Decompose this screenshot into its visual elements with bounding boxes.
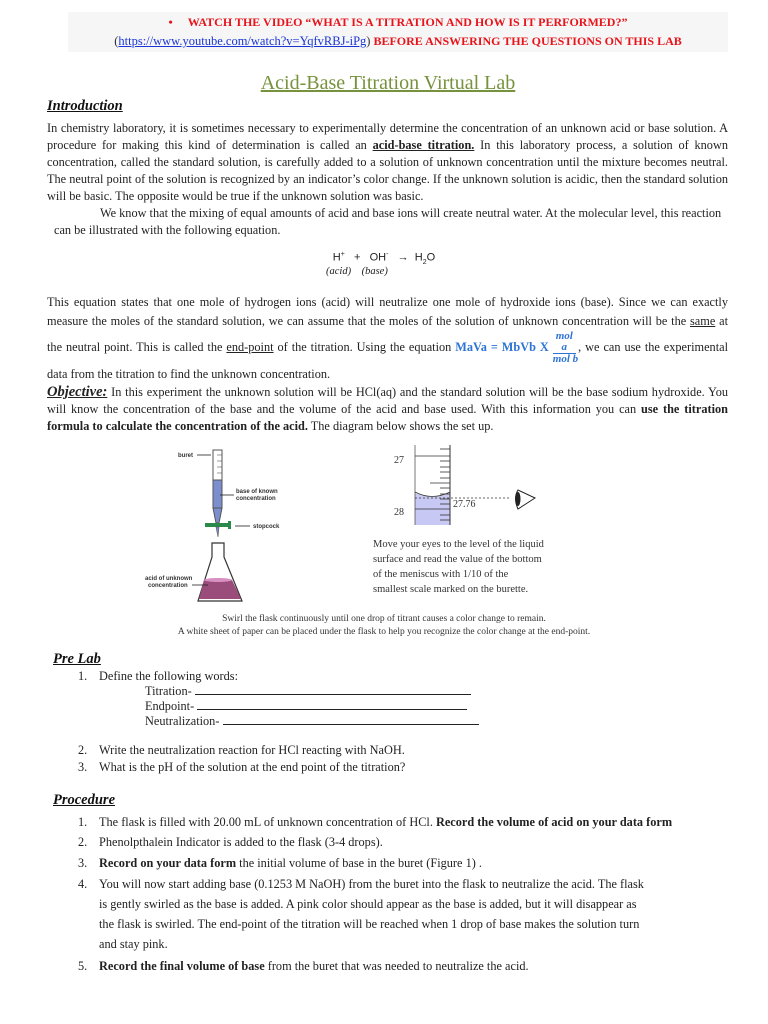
scale-27: 27 — [394, 455, 404, 466]
item-number: 5. — [78, 959, 88, 973]
text: of the titration. Using the equation — [273, 339, 456, 354]
text: the flask is swirled. The end-point of the titration will be reached when 1 drop of base makes the solution turn — [99, 917, 640, 931]
stopcock — [205, 523, 230, 527]
base-label-1: base of known — [236, 489, 278, 495]
eq-water: O — [426, 251, 436, 264]
acid-label: (acid) — [326, 266, 352, 277]
base-label: (base) — [361, 266, 388, 277]
intro-paragraph-2 — [54, 205, 728, 239]
eq-h: H — [332, 251, 341, 264]
text: You will now start adding base (0.1253 M NaOH) from the buret into the flask to neutralize the acid. The flask — [99, 877, 644, 891]
buret-tip — [213, 508, 222, 523]
youtube-link[interactable]: https://www.youtube.com/watch?v=YqfvRBJ-iPg — [118, 34, 367, 48]
item-number: 1. — [78, 669, 88, 683]
paren: ) — [366, 34, 371, 48]
text: The diagram below shows the set up. — [307, 419, 494, 433]
equation-labels — [326, 266, 388, 277]
introduction-heading: Introduction — [47, 98, 123, 114]
mole-ratio-fraction — [553, 331, 578, 365]
stopcock-handle — [228, 521, 231, 529]
equation-explanation — [47, 293, 728, 384]
bold-text: Record on your data form — [99, 856, 237, 870]
emphasis-end-point: end-point — [226, 339, 274, 354]
buret-label: buret — [178, 453, 193, 459]
intro-paragraph — [47, 120, 728, 205]
word-neutralization: Neutralization- — [145, 714, 220, 728]
text: This equation states that one mole of hydrogen ions (acid) will neutralize one mole of hydroxide ions (base). Since we can exactly measure the moles of the standard solution, we can assume that the moles of the solution of unknown concentration will be the — [47, 295, 728, 328]
eq-water: H — [414, 251, 423, 264]
meniscus-instructions — [373, 537, 544, 597]
eye-icon — [516, 490, 536, 509]
eq-sub: 2 — [422, 258, 427, 266]
bold-text: use the titration formula to calculate the concentration of the acid. — [47, 402, 728, 433]
emphasis-same: same — [690, 314, 716, 328]
video-notice-banner — [68, 12, 728, 52]
buret-base-liquid — [213, 480, 222, 508]
notice-line-1: WATCH THE VIDEO “WHAT IS A TITRATION AND HOW IS IT PERFORMED?” — [187, 15, 628, 29]
eq-plus: + — [354, 251, 361, 264]
fraction-denominator: mol b — [552, 353, 579, 365]
acid-label-1: acid of unknown — [145, 576, 193, 582]
text: the initial volume of base in the buret (Figure 1) . — [236, 856, 482, 870]
paren: ( — [114, 34, 119, 48]
text: We know that the mixing of equal amounts of acid and base ions will create neutral water. At the molecular level, this reaction can be illustrated with the following equation. — [54, 206, 722, 237]
stopcock-label: stopcock — [253, 524, 280, 530]
text: at the neutral point. This is called the — [47, 314, 728, 354]
buret-tube-empty — [213, 450, 222, 480]
word-endpoint: Endpoint- — [145, 699, 195, 713]
text: In chemistry laboratory, it is sometimes necessary to experimentally determine the concentration of an unknown acid or base solution. A procedure for making this kind of determination is called an — [47, 121, 728, 152]
reading-value: 27.76 — [453, 499, 476, 510]
word-titration: Titration- — [145, 684, 192, 698]
notice-line-2: BEFORE ANSWERING THE QUESTIONS ON THIS LAB — [370, 34, 682, 48]
text: In this laboratory process, a solution of known concentration, called the standard solution, is carefully added to a solution of unknown concentration until the mixture becomes neutral. The neutral point of the solution is recognized by an indicator’s color change. If the unknown solution is acidic, then the standard solution will be basic. The opposite would be true if the unknown solution was basic. — [47, 138, 728, 203]
neutralization-answer-field[interactable] — [223, 714, 479, 725]
item-number: 4. — [78, 877, 88, 891]
instruction-line: smallest scale marked on the burette. — [373, 584, 529, 595]
text: from the buret that was needed to neutralize the acid. — [264, 959, 529, 973]
procedure-heading: Procedure — [53, 792, 116, 808]
text: and stay pink. — [99, 937, 168, 951]
bullet: • — [168, 15, 173, 29]
eq-sup: + — [340, 251, 345, 258]
text: Phenolpthalein Indicator is added to the flask (3-4 drops). — [99, 835, 383, 849]
item-number: 1. — [78, 815, 88, 829]
acid-label-2: concentration — [148, 583, 188, 589]
instruction-line: of the meniscus with 1/10 of the — [373, 569, 509, 580]
text: , we can use the experimental data from the titration to find the unknown concentration. — [47, 339, 728, 381]
eq-oh: OH — [369, 251, 387, 264]
scale-28: 28 — [394, 507, 404, 518]
diagram-caption — [0, 613, 768, 639]
term-acid-base-titration: acid-base titration. — [372, 138, 475, 152]
fraction-numerator: mol a — [553, 331, 576, 354]
bold-text: Record the final volume of base — [99, 959, 265, 973]
prelab-item-3: What is the pH of the solution at the end point of the titration? — [99, 760, 406, 774]
text: The flask is filled with 20.00 mL of unknown concentration of HCl. — [99, 815, 436, 829]
bold-text: Record the volume of acid on your data form — [435, 815, 673, 829]
eq-sup: - — [386, 251, 389, 258]
endpoint-answer-field[interactable] — [197, 699, 467, 710]
prelab-item-2: Write the neutralization reaction for HCl reacting with NaOH. — [99, 743, 405, 757]
item-number: 2. — [78, 835, 88, 849]
objective-heading: Objective: — [47, 384, 108, 400]
text: is gently swirled as the base is added. A pink color should appear as the base is added, but it will disappear as — [99, 897, 637, 911]
base-label-2: concentration — [236, 496, 276, 502]
caption-line-2: A white sheet of paper can be placed under the flask to help you recognize the color change at the end-point. — [177, 627, 591, 637]
page-title: Acid-Base Titration Virtual Lab — [260, 72, 516, 94]
neutralization-equation — [0, 251, 768, 266]
objective-paragraph — [47, 384, 728, 435]
item-number: 2. — [78, 743, 88, 757]
instruction-line: Move your eyes to the level of the liquid — [373, 539, 544, 550]
text: In this experiment the unknown solution will be HCl(aq) and the standard solution will be the base sodium hydroxide. You will know the concentration of the base and the volume of the acid and base used. With this information you can — [47, 385, 728, 416]
titration-formula: MaVa = MbVb X — [455, 339, 549, 354]
item-number: 3. — [78, 760, 88, 774]
meniscus-reading-diagram — [385, 443, 545, 528]
prelab-heading: Pre Lab — [53, 651, 101, 667]
eq-arrow: → — [397, 251, 409, 264]
prelab-item-1: Define the following words: — [99, 669, 238, 683]
item-number: 3. — [78, 856, 88, 870]
titration-setup-diagram — [140, 445, 320, 610]
titration-answer-field[interactable] — [195, 684, 471, 695]
caption-line-1: Swirl the flask continuously until one drop of titrant causes a color change to remain. — [222, 614, 546, 624]
instruction-line: surface and read the value of the bottom — [373, 554, 542, 565]
